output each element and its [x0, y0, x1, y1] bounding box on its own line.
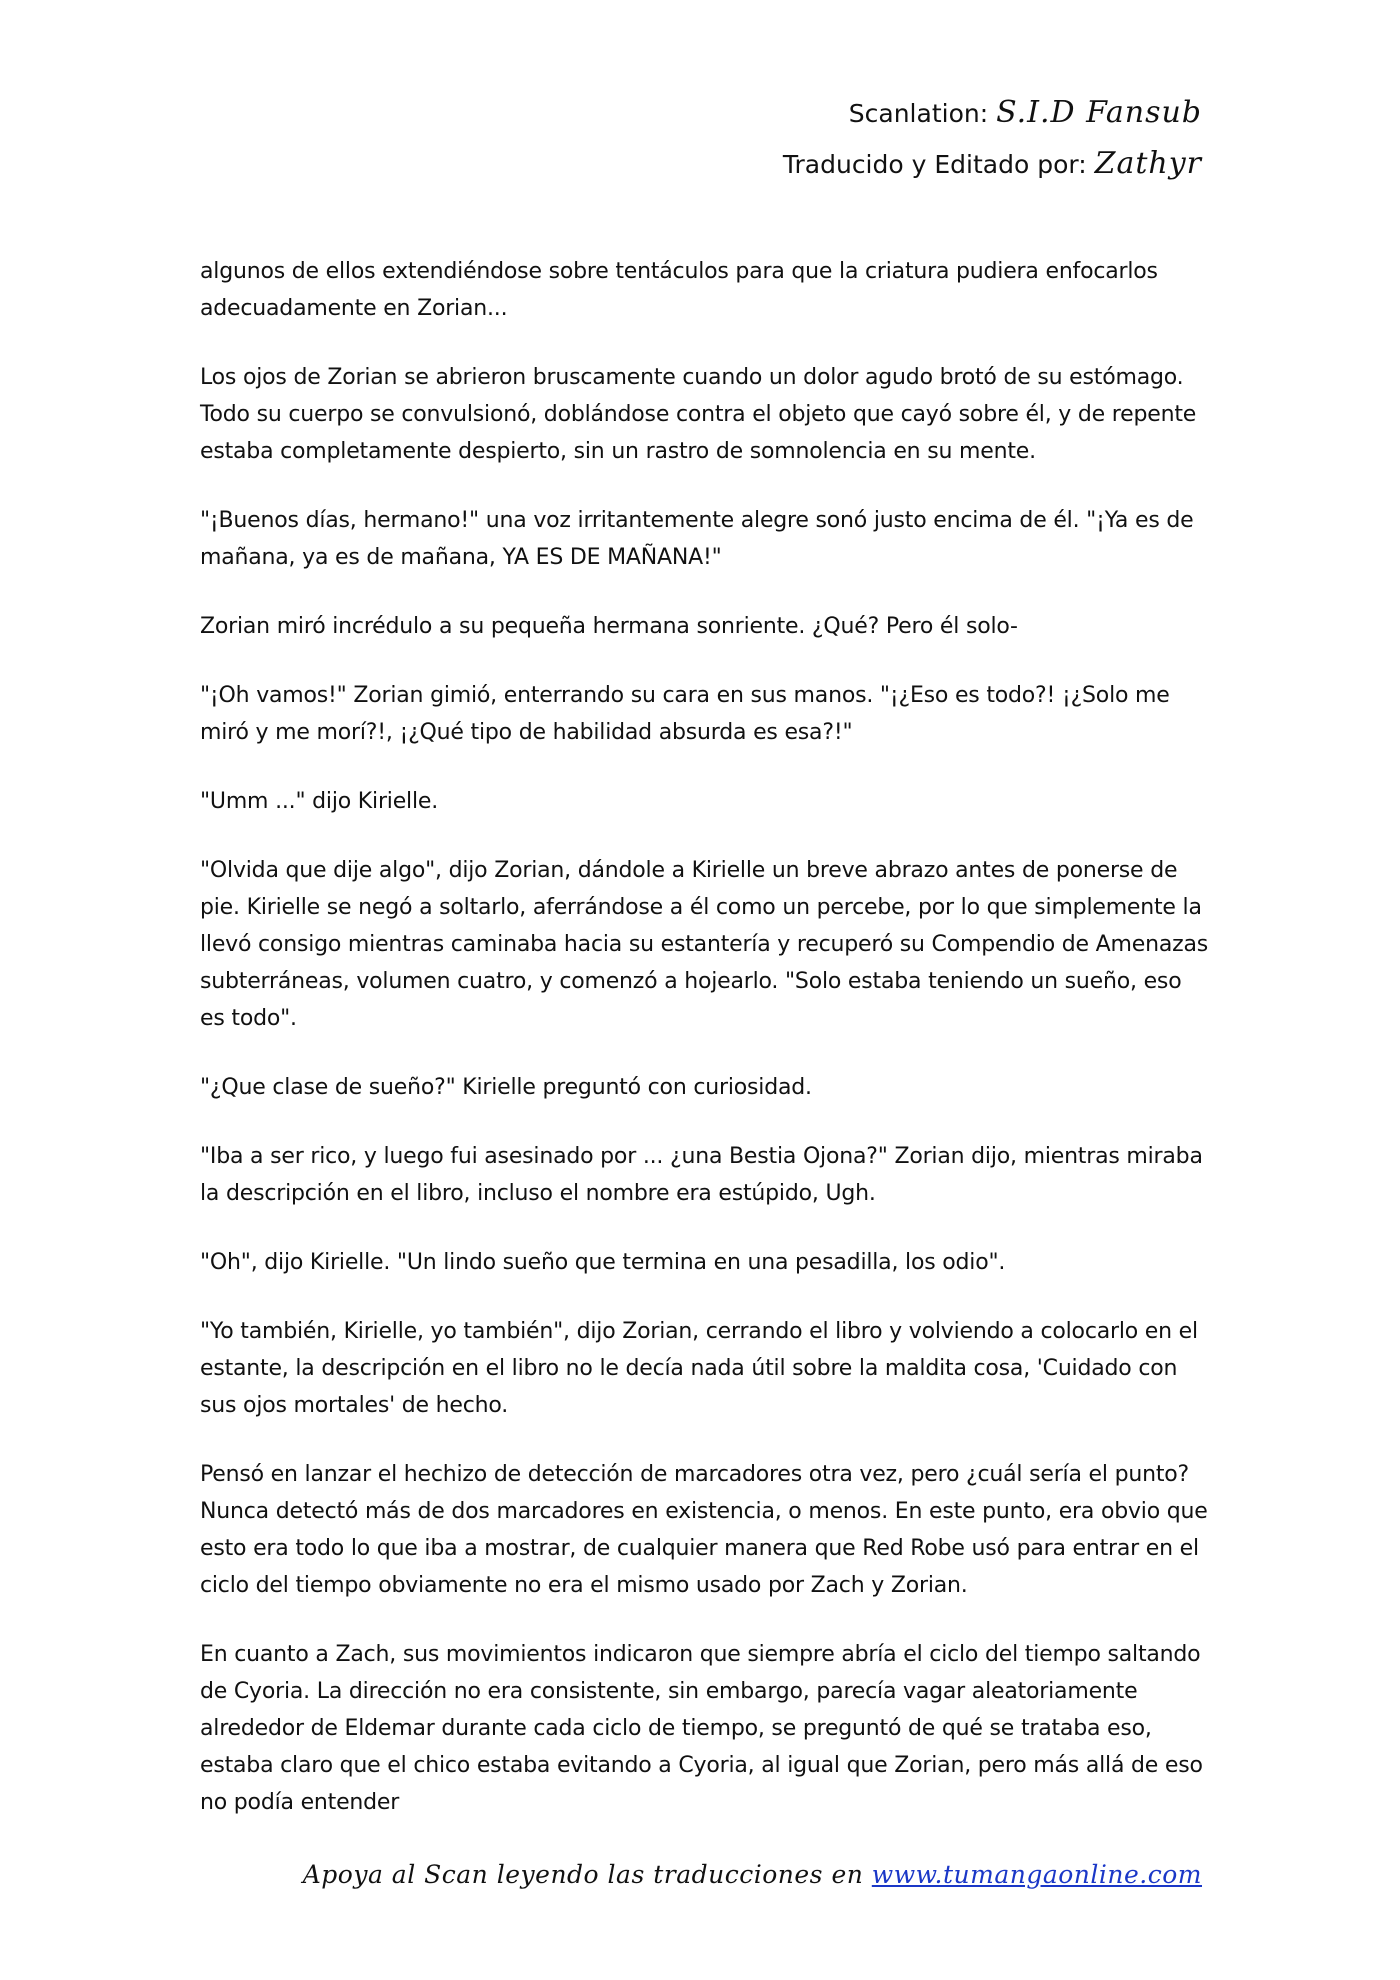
support-footer	[303, 1860, 1202, 1889]
paragraph-8: "¿Que clase de sueño?" Kirielle preguntó con curiosidad.	[200, 1075, 812, 1100]
paragraph-11: "Yo también, Kirielle, yo también", dijo Zorian, cerrando el libro y volviendo a colocarlo en el estante, la descripción en el libro no le decía nada útil sobre la maldita cosa, 'Cuidado con sus ojos mortales' de hecho.	[200, 1319, 1198, 1418]
scanlation-name: S.I.D Fansub	[996, 95, 1202, 130]
translator-label: Traducido y Editado por:	[782, 150, 1087, 179]
scanlation-label: Scanlation:	[848, 99, 989, 128]
paragraph-2: Los ojos de Zorian se abrieron bruscamente cuando un dolor agudo brotó de su estómago. Todo su cuerpo se convulsionó, doblándose contra el objeto que cayó sobre él, y de repente estaba completamente despierto, sin un rastro de somnolencia en su mente.	[200, 365, 1197, 464]
paragraph-13: En cuanto a Zach, sus movimientos indicaron que siempre abría el ciclo del tiempo saltando de Cyoria. La dirección no era consistente, sin embargo, parecía vagar aleatoriamente alrededor de Eldemar durante cada ciclo de tiempo, se preguntó de qué se trataba eso, estaba claro que el chico estaba evitando a Cyoria, al igual que Zorian, pero más allá de eso no podía entender	[200, 1642, 1203, 1815]
paragraph-5: "¡Oh vamos!" Zorian gimió, enterrando su cara en sus manos. "¡¿Eso es todo?! ¡¿Solo me miró y me morí?!, ¡¿Qué tipo de habilidad absurda es esa?!"	[200, 683, 1170, 745]
paragraph-1: algunos de ellos extendiéndose sobre tentáculos para que la criatura pudiera enfocarlos adecuadamente en Zorian...	[200, 259, 1158, 321]
paragraph-10: "Oh", dijo Kirielle. "Un lindo sueño que termina en una pesadilla, los odio".	[200, 1250, 1006, 1275]
credits-header	[783, 88, 1202, 190]
scanlation-credit	[783, 88, 1202, 139]
translator-credit	[783, 139, 1202, 190]
footer-link[interactable]: www.tumangaonline.com	[871, 1860, 1202, 1889]
story-text	[200, 253, 1210, 1853]
paragraph-9: "Iba a ser rico, y luego fui asesinado por ... ¿una Bestia Ojona?" Zorian dijo, mientras miraba la descripción en el libro, incluso el nombre era estúpido, Ugh.	[200, 1144, 1203, 1206]
translator-name: Zathyr	[1094, 146, 1202, 181]
paragraph-6: "Umm ..." dijo Kirielle.	[200, 789, 438, 814]
footer-text: Apoya al Scan leyendo las traducciones en	[302, 1860, 864, 1889]
paragraph-12: Pensó en lanzar el hechizo de detección de marcadores otra vez, pero ¿cuál sería el punto? Nunca detectó más de dos marcadores en existencia, o menos. En este punto, era obvio que esto era todo lo que iba a mostrar, de cualquier manera que Red Robe usó para entrar en el ciclo del tiempo obviamente no era el mismo usado por Zach y Zorian.	[200, 1462, 1208, 1598]
paragraph-4: Zorian miró incrédulo a su pequeña hermana sonriente. ¿Qué? Pero él solo-	[200, 614, 1018, 639]
paragraph-7: "Olvida que dije algo", dijo Zorian, dándole a Kirielle un breve abrazo antes de ponerse de pie. Kirielle se negó a soltarlo, aferrándose a él como un percebe, por lo que simplemente la llevó consigo mientras caminaba hacia su estantería y recuperó su Compendio de Amenazas subterráneas, volumen cuatro, y comenzó a hojearlo. "Solo estaba teniendo un sueño, eso es todo".	[200, 858, 1208, 1031]
paragraph-3: "¡Buenos días, hermano!" una voz irritantemente alegre sonó justo encima de él. "¡Ya es de mañana, ya es de mañana, YA ES DE MAÑANA!"	[200, 508, 1194, 570]
